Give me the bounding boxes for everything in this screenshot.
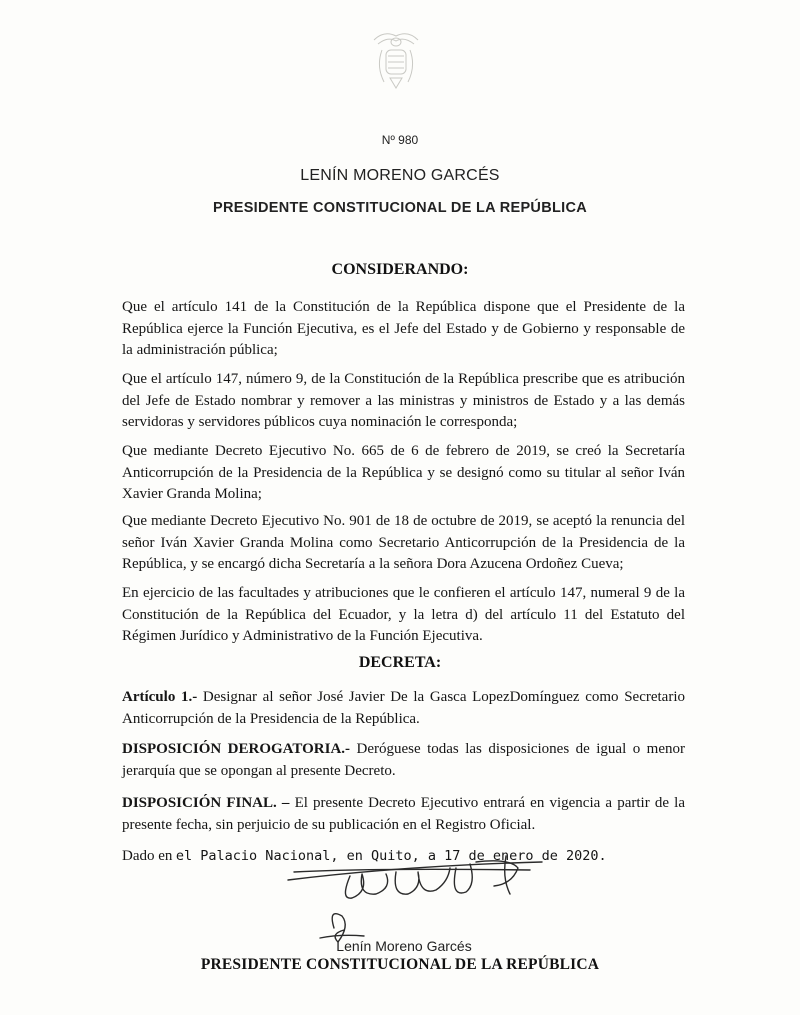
article-1 [122, 687, 685, 730]
article-1-text: Designar al señor José Javier De la Gasca LopezDomínguez como Secretario Anticorrupción de la Presidencia de la República. [122, 689, 686, 727]
considerando-paragraph: Que mediante Decreto Ejecutivo No. 665 de 6 de febrero de 2019, se creó la Secretaría Anticorrupción de la Presidencia de la República y se designó como su titular al señor Iván Xavier Granda Molina; [122, 443, 685, 502]
considerando-paragraph: Que mediante Decreto Ejecutivo No. 901 de 18 de octubre de 2019, se aceptó la renuncia del señor Iván Xavier Granda Molina como Secretario Anticorrupción de la Presidencia de la República, y se encargó dicha Secretaría a la señora Dora Azucena Ordoñez Cueva; [122, 513, 685, 572]
considerando-heading: CONSIDERANDO: [331, 261, 469, 278]
decreta-heading: DECRETA: [358, 654, 442, 671]
derogatory-provision-lead: DISPOSICIÓN DEROGATORIA.- [122, 741, 351, 757]
considerando-paragraph: En ejercicio de las facultades y atribuciones que le confieren el artículo 147, numeral 9 de la Constitución de la República del Ecuador, y la letra d) del artículo 11 del Estatuto del Régimen Jurídico y Administrativo de la Función Ejecutiva. [122, 585, 685, 644]
coat-of-arms-seal [368, 26, 424, 96]
considerando-paragraph: Que el artículo 141 de la Constitución de la República dispone que el Presidente de la República ejerce la Función Ejecutiva, es el Jefe del Estado y de Gobierno y responsable de la administración pública; [122, 299, 685, 358]
dated-prefix: Dado en [122, 848, 173, 864]
article-1-lead: Artículo 1.- [122, 689, 198, 705]
decree-number: Nº 980 [381, 133, 419, 147]
considerando-paragraph: Que el artículo 147, número 9, de la Constitución de la República prescribe que es atribución del Jefe de Estado nombrar y remover a las ministras y ministros de Estado y a las demás servidoras y servidores públicos cuya nominación le corresponda; [122, 371, 685, 430]
president-title: PRESIDENTE CONSTITUCIONAL DE LA REPÚBLICA [212, 200, 587, 216]
final-provision-text: El presente Decreto Ejecutivo entrará en vigencia a partir de la presente fecha, sin perjuicio de su publicación en el Registro Oficial. [122, 795, 685, 833]
derogatory-provision-text: Deróguese todas las disposiciones de igual o menor jerarquía que se opongan al presente Decreto. [122, 741, 685, 779]
final-provision [122, 793, 685, 836]
president-name: LENÍN MORENO GARCÉS [300, 167, 500, 184]
final-provision-lead: DISPOSICIÓN FINAL. – [122, 795, 290, 811]
derogatory-provision [122, 739, 685, 782]
dated-place: el Palacio Nacional, en Quito, a 17 de enero de 2020. [175, 848, 607, 864]
signer-title: PRESIDENTE CONSTITUCIONAL DE LA REPÚBLICA [200, 956, 600, 973]
signer-name: Lenín Moreno Garcés [336, 938, 472, 954]
